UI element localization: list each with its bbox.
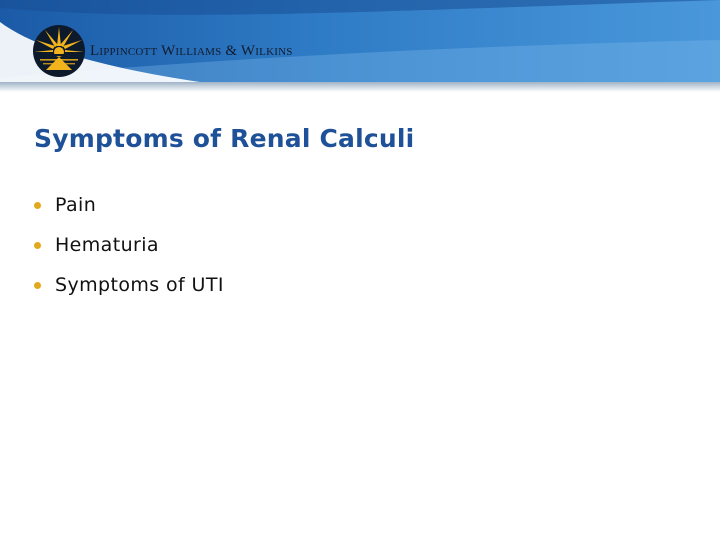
bullet-dot-icon bbox=[34, 282, 41, 289]
bullet-dot-icon bbox=[34, 202, 41, 209]
header-banner bbox=[0, 0, 720, 92]
publisher-brand bbox=[32, 24, 293, 78]
bullet-item bbox=[34, 185, 224, 225]
bullet-text: Pain bbox=[55, 194, 97, 216]
bullet-text: Hematuria bbox=[55, 234, 159, 256]
bullet-dot-icon bbox=[34, 242, 41, 249]
publisher-name: Lippincott Williams & Wilkins bbox=[90, 42, 293, 59]
bullet-text: Symptoms of UTI bbox=[55, 274, 224, 296]
bullet-item bbox=[34, 225, 224, 265]
bullet-item bbox=[34, 265, 224, 305]
slide-title: Symptoms of Renal Calculi bbox=[34, 124, 415, 153]
bullet-list bbox=[34, 185, 224, 305]
starburst-logo-icon bbox=[32, 24, 86, 78]
